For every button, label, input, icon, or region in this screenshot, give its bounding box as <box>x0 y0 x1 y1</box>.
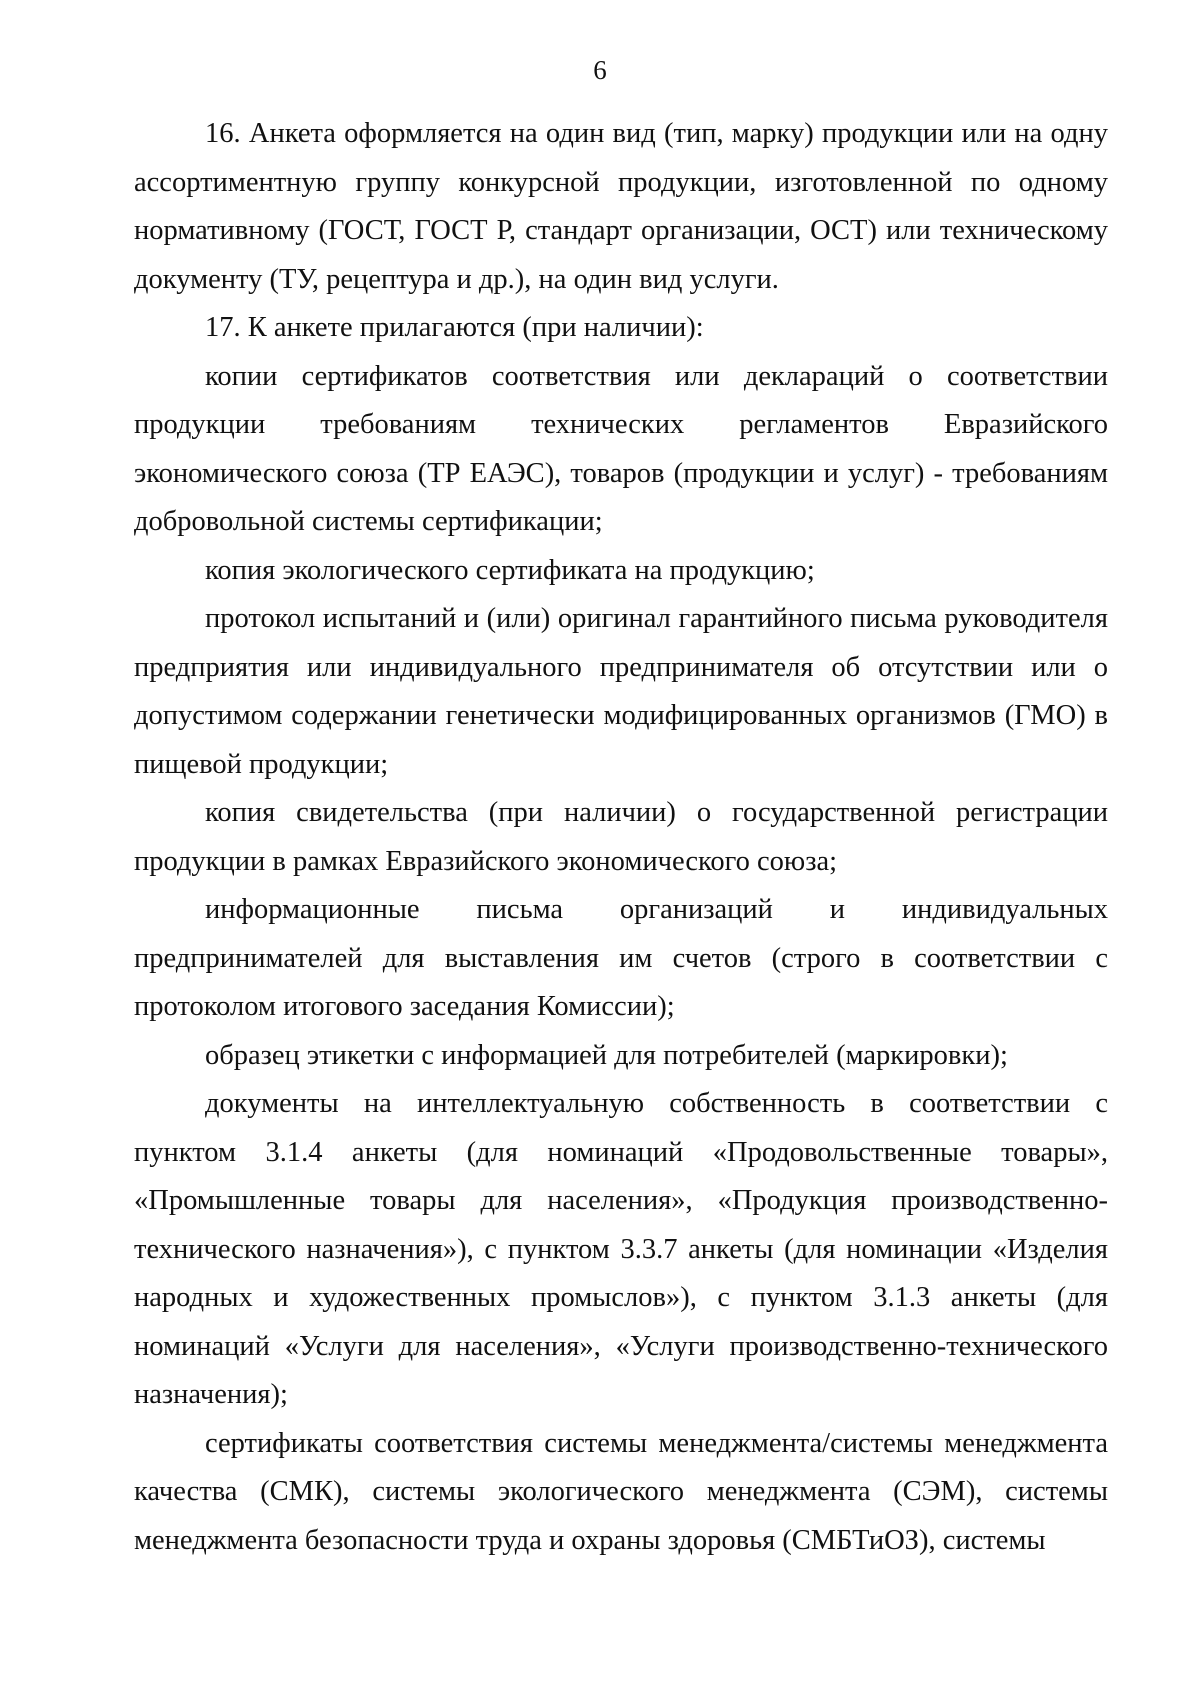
list-item-intellectual-property: документы на интеллектуальную собственность в соответствии с пунктом 3.1.4 анкеты (для номинаций «Продовольственные товары», «Промышленные товары для населения», «Продукция производственно-технического назначения»), с пунктом 3.3.7 анкеты (для номинации «Изделия народных и художественных промыслов»), с пунктом 3.1.3 анкеты (для номинаций «Услуги для населения», «Услуги производственно-технического назначения); <box>134 1088 1108 1410</box>
paragraph-16-questionnaire-scope: 16. Анкета оформляется на один вид (тип, марку) продукции или на одну ассортиментную группу конкурсной продукции, изготовленной по одному нормативному (ГОСТ, ГОСТ Р, стандарт организации, ОСТ) или техническому документу (ТУ, рецептура и др.), на один вид услуги. <box>134 118 1108 295</box>
list-item-information-letters: информационные письма организаций и индивидуальных предпринимателей для выставления им счетов (строго в соответствии с протоколом итогового заседания Комиссии); <box>134 894 1108 1022</box>
list-item-state-registration: копия свидетельства (при наличии) о государственной регистрации продукции в рамках Евразийского экономического союза; <box>134 797 1108 877</box>
list-item-test-protocol-gmo: протокол испытаний и (или) оригинал гарантийного письма руководителя предприятия или индивидуального предпринимателя об отсутствии или о допустимом содержании генетически модифицированных организмов (ГМО) в пищевой продукции; <box>134 603 1108 780</box>
paragraph-17-attachments-intro: 17. К анкете прилагаются (при наличии): <box>205 312 704 343</box>
list-item-conformity-certificates: копии сертификатов соответствия или деклараций о соответствии продукции требованиям технических регламентов Евразийского экономического союза (ТР ЕАЭС), товаров (продукции и услуг) - требованиям добровольной системы сертификации; <box>134 360 1108 537</box>
list-item-label-sample: образец этикетки с информацией для потребителей (маркировки); <box>205 1039 1008 1071</box>
page-number: 6 <box>593 55 607 85</box>
document-body <box>134 110 1108 1565</box>
list-item-management-certificates: сертификаты соответствия системы менеджмента/системы менеджмента качества (СМК), системы экологического менеджмента (СЭМ), системы менеджмента безопасности труда и охраны здоровья (СМБТиОЗ), системы <box>134 1427 1108 1556</box>
list-item-eco-certificate: копия экологического сертификата на продукцию; <box>205 554 815 586</box>
